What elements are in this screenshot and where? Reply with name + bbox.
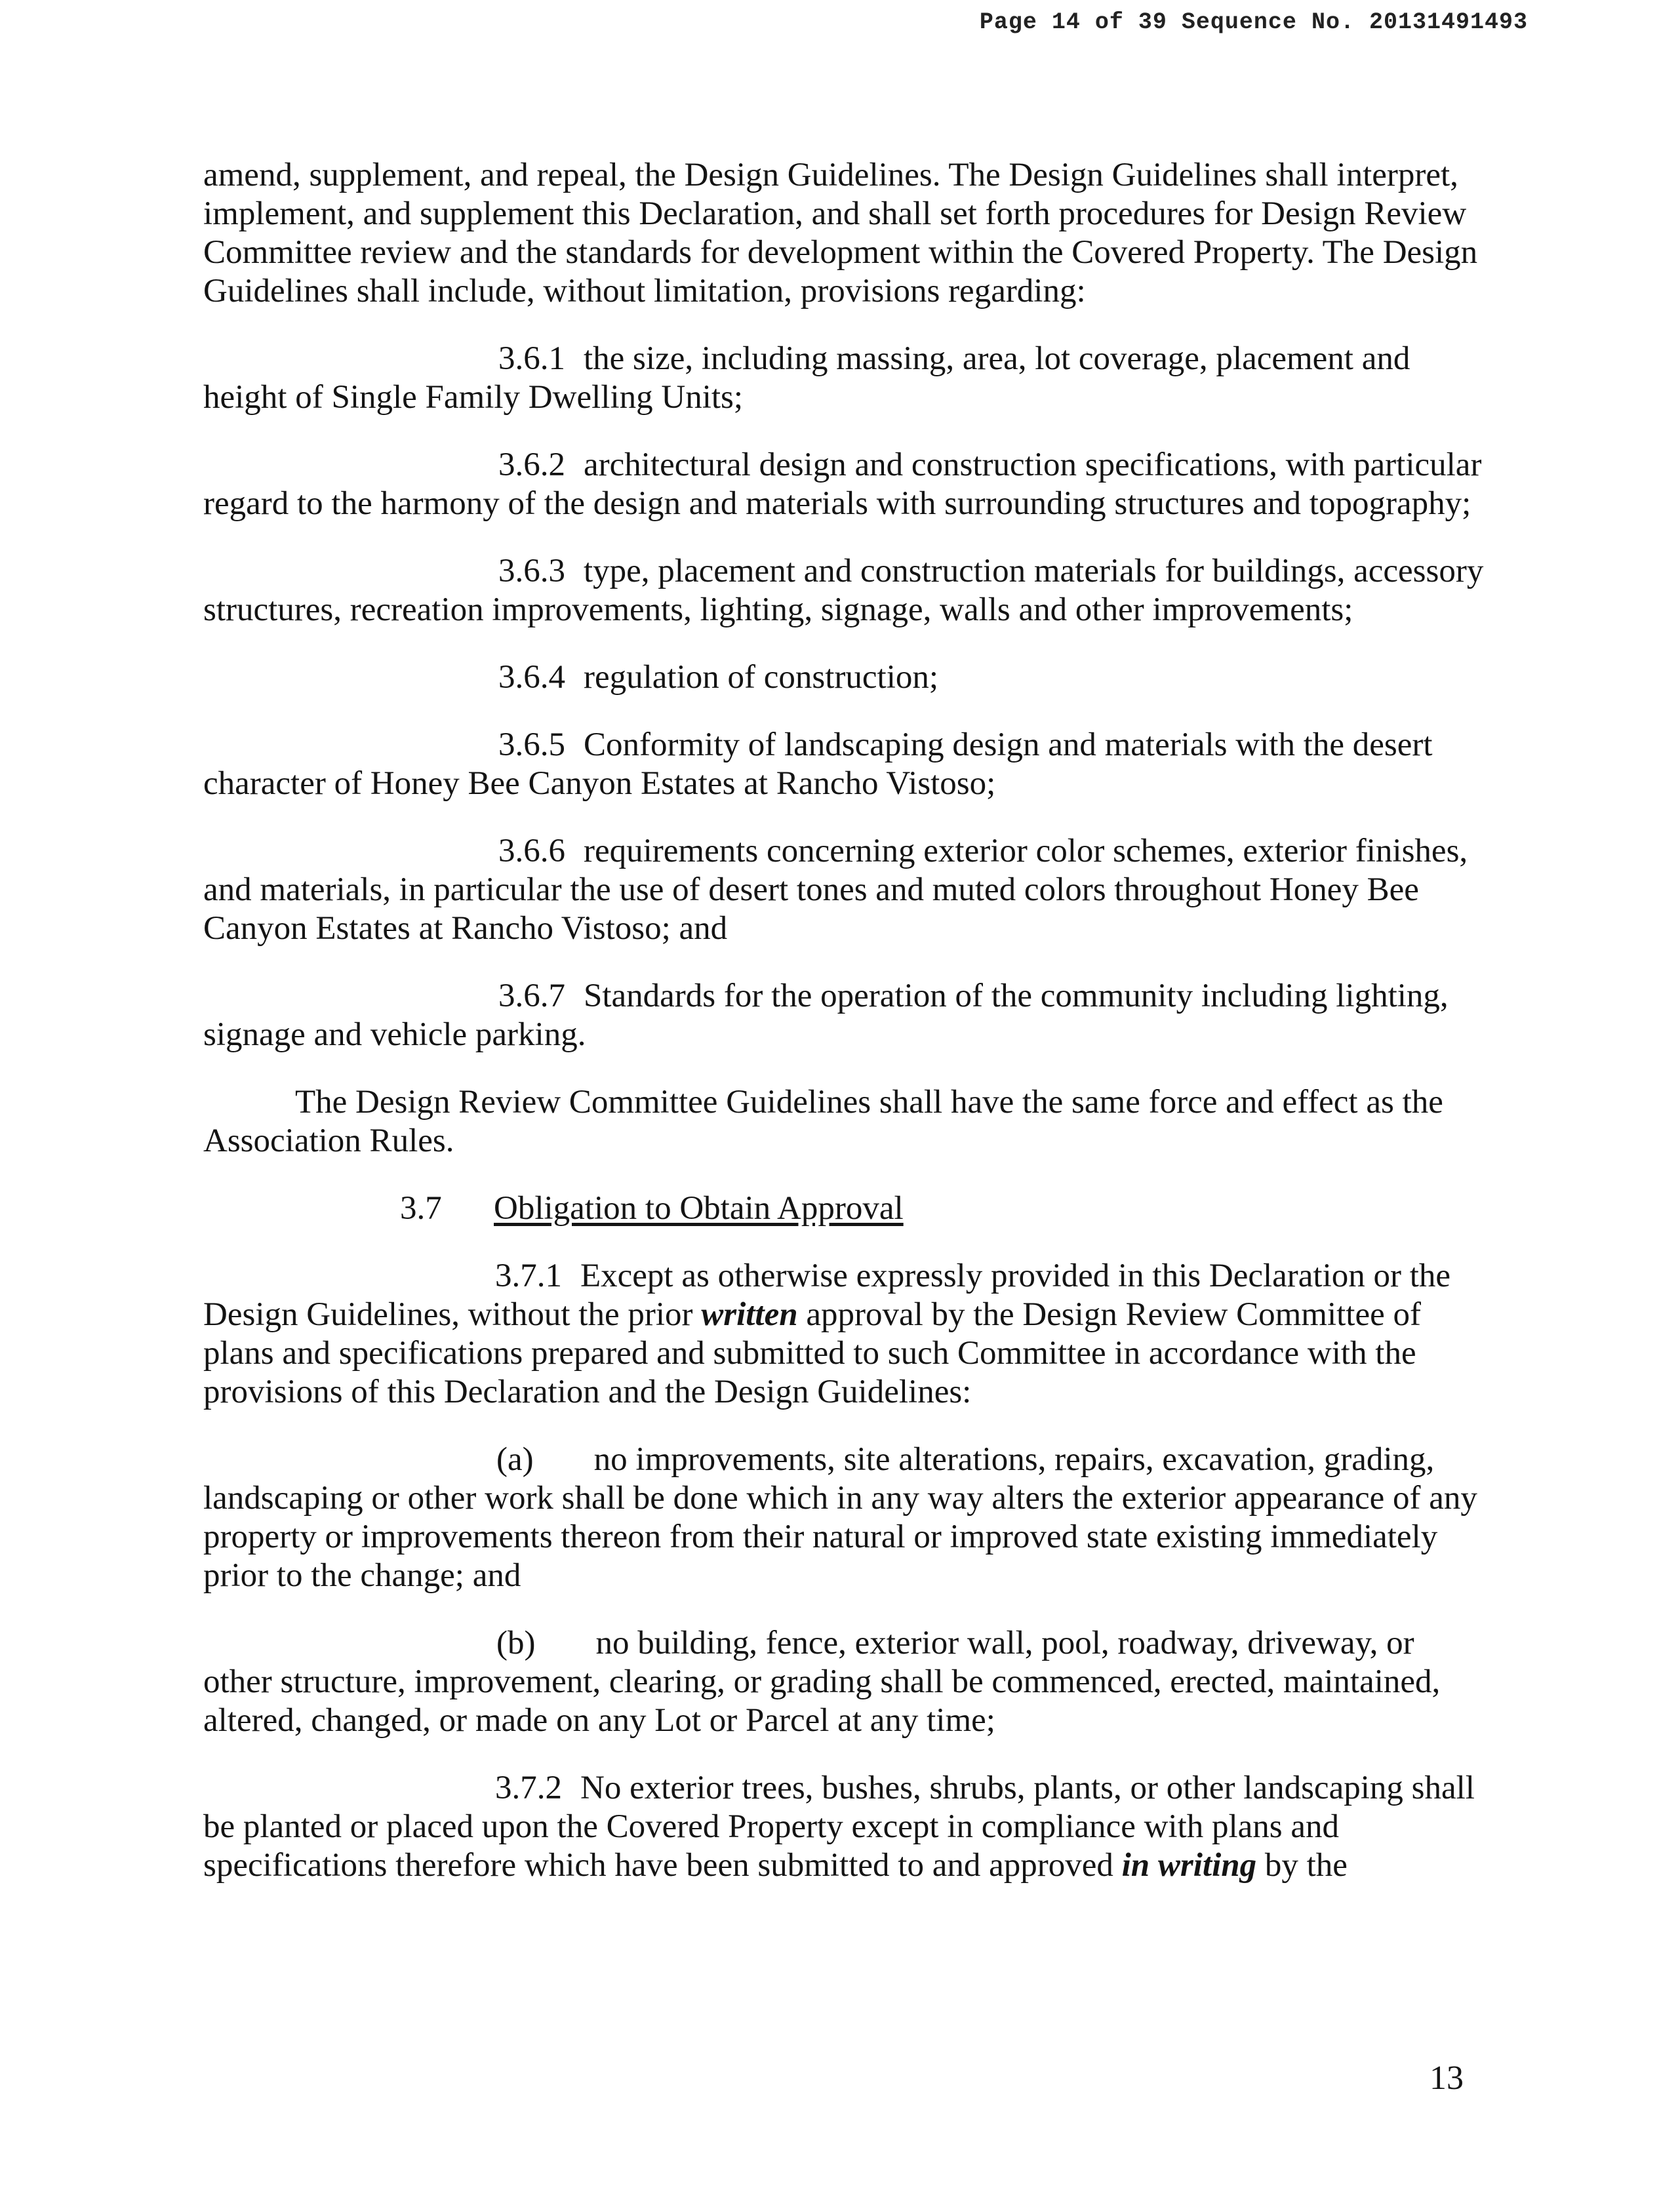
item-text-after: approval by the Design Review Committee of plans and specifications prepared and submitted to such Committee in accordance with the provisions of this Declaration and the Design Guidelines: [203,1296,1421,1410]
item-number: 3.6.1 [498,340,565,377]
item-3-6-7 [203,977,1489,1054]
item-text: Standards for the operation of the community including lighting, signage and vehicle parking. [203,978,1449,1053]
item-3-6-6 [203,832,1489,948]
item-text: the size, including massing, area, lot coverage, placement and height of Single Family Dwelling Units; [203,340,1410,416]
item-number: 3.6.2 [498,447,565,483]
item-number: 3.6.6 [498,833,565,869]
item-text: Conformity of landscaping design and materials with the desert character of Honey Bee Canyon Estates at Rancho Vistoso; [203,726,1433,802]
page-number: 13 [1430,2059,1464,2097]
item-emphasis: in writing [1121,1847,1257,1884]
item-text: architectural design and construction specifications, with particular regard to the harmony of the design and materials with surrounding structures and topography; [203,447,1482,522]
sub-item-text: no building, fence, exterior wall, pool, roadway, driveway, or other structure, improvement, clearing, or grading shall be commenced, erected, maintained, altered, changed, or made on any Lot or Parcel at any time; [203,1625,1441,1739]
sub-item-b [203,1624,1489,1740]
item-3-6-1 [203,340,1489,417]
sub-item-text: no improvements, site alterations, repairs, excavation, grading, landscaping or other work shall be done which in any way alters the exterior appearance of any property or improvements thereon from their natural or improved state existing immediately prior to the change; and [203,1441,1477,1594]
item-number: 3.6.4 [498,659,565,696]
item-number: 3.6.3 [498,553,565,589]
item-number: 3.7.1 [495,1258,562,1294]
item-text: regulation of construction; [584,659,939,696]
item-number: 3.6.7 [498,978,565,1014]
intro-paragraph: amend, supplement, and repeal, the Design Guidelines. The Design Guidelines shall interpret, implement, and supplement this Declaration, and shall set forth procedures for Design Review Committee review and the standards for development within the Covered Property. The Design Guidelines shall include, without limitation, provisions regarding: [203,157,1478,309]
item-3-6-3 [203,552,1489,629]
section-title: Obligation to Obtain Approval [494,1190,904,1227]
item-number: 3.6.5 [498,726,565,763]
item-text-before: Except as otherwise expressly provided in this Declaration or the Design Guidelines, without the prior [203,1258,1451,1333]
item-emphasis: written [701,1296,798,1333]
item-3-6-2 [203,446,1489,523]
sub-item-a [203,1440,1489,1595]
item-text: requirements concerning exterior color schemes, exterior finishes, and materials, in particular the use of desert tones and muted colors throughout Honey Bee Canyon Estates at Rancho Vistoso; and [203,833,1468,947]
item-number: 3.7.2 [495,1770,562,1806]
page-sequence-header: Page 14 of 39 Sequence No. 20131491493 [979,9,1528,35]
item-text: type, placement and construction materials for buildings, accessory structures, recreation improvements, lighting, signage, walls and other improvements; [203,553,1484,628]
section-number: 3.7 [400,1190,442,1227]
item-text-before: No exterior trees, bushes, shrubs, plants, or other landscaping shall be planted or placed upon the Covered Property except in compliance with plans and specifications therefore which have been submitted to and approved [203,1770,1475,1884]
sub-item-letter: (b) [496,1625,536,1661]
force-effect-paragraph: The Design Review Committee Guidelines shall have the same force and effect as the Association Rules. [203,1084,1443,1159]
document-body [203,156,1489,1914]
item-3-7-1 [203,1257,1489,1412]
item-text-after: by the [1256,1847,1348,1884]
item-3-7-2 [203,1769,1489,1885]
section-3-7-heading [203,1189,1489,1228]
item-3-6-5 [203,726,1489,803]
sub-item-letter: (a) [496,1441,534,1478]
item-3-6-4 [203,658,1489,697]
